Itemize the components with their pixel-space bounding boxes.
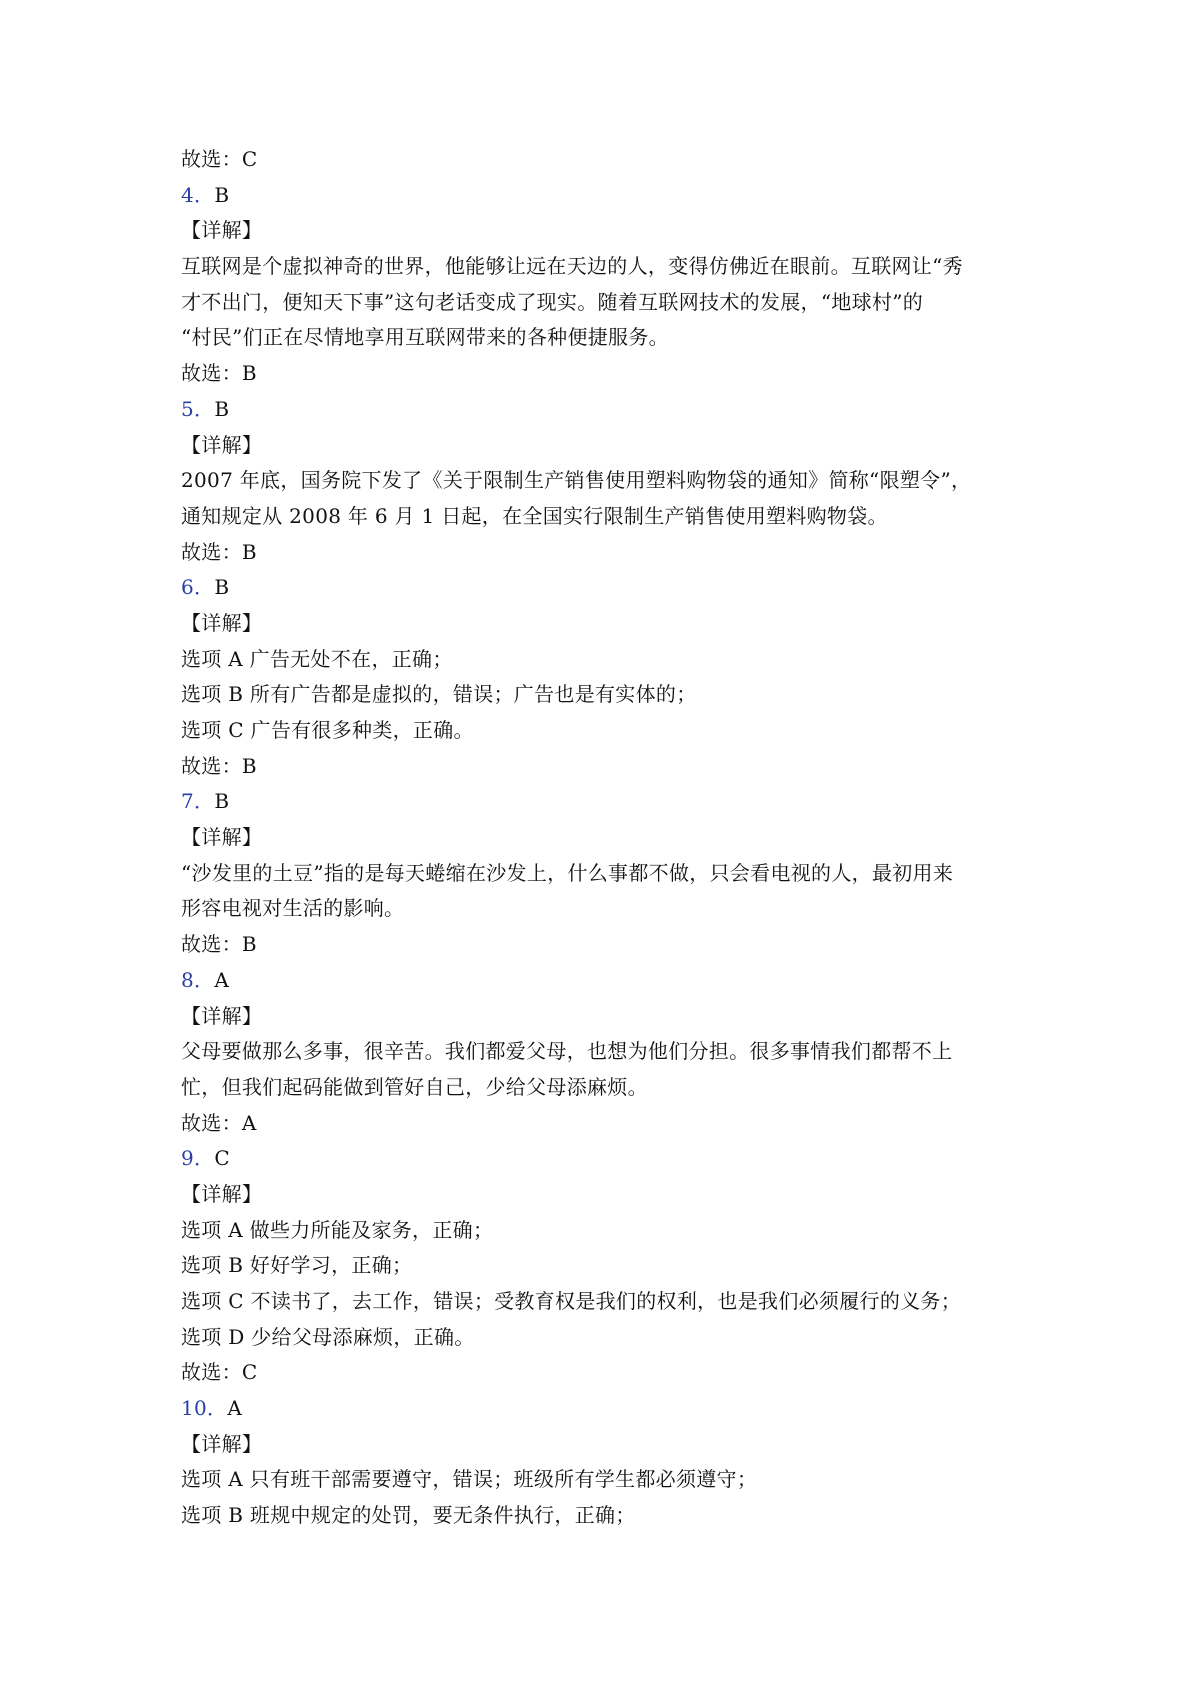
question-number: 8． <box>181 967 215 992</box>
answer-letter: B <box>214 396 230 421</box>
text-line: 父母要做那么多事，很辛苦。我们都爱父母，也想为他们分担。很多事情我们都帮不上 <box>181 1039 953 1064</box>
text-line: “沙发里的土豆”指的是每天蜷缩在沙发上，什么事都不做，只会看电视的人，最初用来 <box>181 860 954 885</box>
text-line: 选项 C 不读书了，去工作，错误；受教育权是我们的权利，也是我们必须履行的义务； <box>181 1289 962 1313</box>
text-line: 故选：B <box>181 753 257 778</box>
text-line: 选项 C 广告有很多种类，正确。 <box>181 718 474 742</box>
text-line: 故选：A <box>181 1110 257 1135</box>
answer-letter: B <box>214 575 230 600</box>
text-line: 选项 A 只有班干部需要遵守，错误；班级所有学生都必须遵守； <box>181 1467 758 1492</box>
answer-letter: B <box>214 182 230 207</box>
text-line: 故选：C <box>181 147 258 171</box>
text-line: 【详解】 <box>181 825 263 850</box>
document-body <box>181 142 1021 1534</box>
text-line: 选项 B 所有广告都是虚拟的，错误；广告也是有实体的； <box>181 682 697 707</box>
question-number: 7． <box>181 789 215 814</box>
text-line: 【详解】 <box>181 1181 263 1206</box>
text-line: 故选：B <box>181 361 257 386</box>
question-number: 4． <box>181 182 215 207</box>
text-line: 选项 B 班规中规定的处罚，要无条件执行，正确； <box>181 1503 636 1528</box>
text-line: 故选：C <box>181 1360 258 1385</box>
answer-letter: C <box>214 1146 230 1171</box>
question-number: 6． <box>181 575 215 600</box>
question-answer-line <box>181 1141 1021 1177</box>
text-line: 忙，但我们起码能做到管好自己，少给父母添麻烦。 <box>181 1074 648 1099</box>
question-number: 5． <box>181 396 215 421</box>
question-answer-line <box>181 570 1021 606</box>
text-line: 【详解】 <box>181 218 263 243</box>
text-line: 选项 B 好好学习，正确； <box>181 1253 413 1278</box>
question-answer-line <box>181 178 1021 214</box>
text-line: 【详解】 <box>181 1431 263 1456</box>
text-line: “村民”们正在尽情地享用互联网带来的各种便捷服务。 <box>181 325 669 350</box>
text-line: 通知规定从 2008 年 6 月 1 日起，在全国实行限制生产销售使用塑料购物袋。 <box>181 503 888 528</box>
text-line: 互联网是个虚拟神奇的世界，他能够让远在天边的人，变得仿佛近在眼前。互联网让“秀 <box>181 254 963 279</box>
text-line: 【详解】 <box>181 1003 263 1028</box>
answer-letter: B <box>214 789 230 814</box>
question-number: 9． <box>181 1146 215 1171</box>
text-line: 故选：B <box>181 932 257 957</box>
question-answer-line <box>181 784 1021 820</box>
text-line: 选项 A 广告无处不在，正确； <box>181 646 453 671</box>
text-line: 2007 年底，国务院下发了《关于限制生产销售使用塑料购物袋的通知》简称“限塑令”， <box>181 468 972 493</box>
question-answer-line <box>181 963 1021 999</box>
text-line: 【详解】 <box>181 432 263 457</box>
answer-letter: A <box>227 1396 243 1421</box>
text-line: 形容电视对生活的影响。 <box>181 896 405 921</box>
question-number: 10． <box>181 1396 228 1421</box>
text-line: 才不出门，便知天下事”这句老话变成了现实。随着互联网技术的发展，“地球村”的 <box>181 289 924 314</box>
text-line: 选项 D 少给父母添麻烦，正确。 <box>181 1324 475 1349</box>
question-answer-line <box>181 1391 1021 1427</box>
text-line: 故选：B <box>181 539 257 564</box>
answer-letter: A <box>214 967 230 992</box>
text-line: 选项 A 做些力所能及家务，正确； <box>181 1217 494 1242</box>
question-answer-line <box>181 392 1021 428</box>
text-line: 【详解】 <box>181 610 263 635</box>
